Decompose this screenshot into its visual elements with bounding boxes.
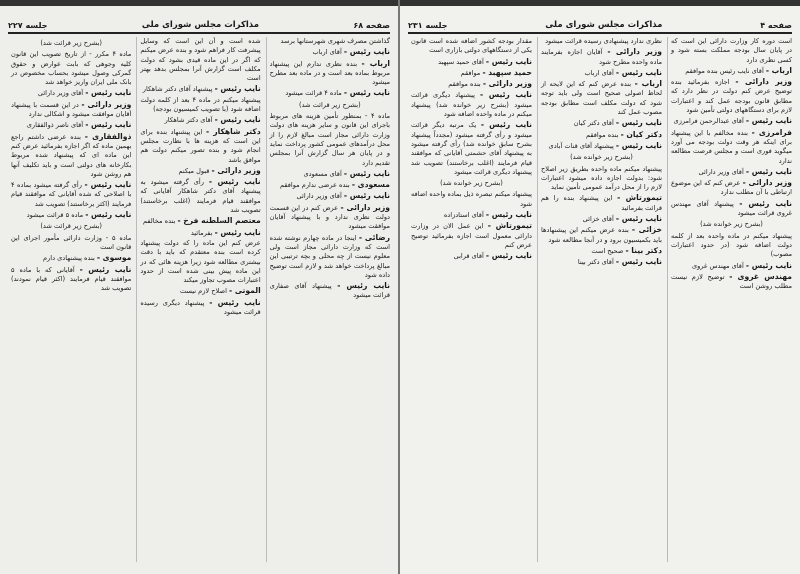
speaker-name: نایب رئیس - — [85, 120, 132, 130]
speaker-name: ذوالفقاری - — [84, 131, 132, 141]
speech-paragraph — [671, 261, 792, 271]
speech-paragraph — [541, 214, 662, 224]
paragraph-text: آقای قرابی — [453, 252, 484, 261]
speech-paragraph — [671, 178, 792, 198]
paragraph-text: قبول میکنم — [178, 166, 210, 175]
speech-paragraph — [411, 68, 532, 78]
paragraph-text: آقای خزائی — [582, 215, 614, 224]
paragraph-text: آقای مسعودی — [303, 169, 342, 178]
speaker-name: نایب رئیس - — [214, 115, 261, 125]
paragraph-text: آقای ناصر ذوالفقاری — [26, 121, 84, 130]
speaker-name: نایب رئیس - — [343, 47, 390, 57]
paragraph-text: عرض کنم که این موضوع ارتباطی با آن مطلب ندارد — [671, 179, 792, 197]
session-number: جلسه ۲۲۷ — [8, 21, 48, 30]
paragraph-text: آقایان اجازه بفرمایند ماده واحده مطرح شود — [541, 48, 662, 66]
paragraph-text: پیشنهاد آقای مهندس غروی قرائت میشود — [671, 199, 792, 218]
speaker-name: نایب رئیس - — [214, 84, 261, 94]
speaker-name: وزیر دارائی - — [742, 178, 792, 188]
text-column — [136, 37, 260, 562]
speech-paragraph — [541, 193, 662, 213]
speaker-name: خزائی - — [631, 225, 662, 235]
speech-paragraph — [140, 166, 260, 176]
paragraph — [411, 179, 532, 188]
paragraph-text: آقایانی که با ماده ۵ موافقند قیام فرمایند (اکثر قیام نمودند) تصویب شد — [11, 265, 132, 293]
speaker-name: نایب رئیس - — [337, 281, 390, 291]
paragraph — [270, 112, 390, 168]
paragraph-text: آقای دکتر کیان — [573, 119, 614, 128]
paragraph — [11, 50, 131, 87]
speech-paragraph — [671, 116, 792, 126]
paragraph-text: (بشرح زیر قرائت شد) — [40, 222, 102, 231]
speaker-name: ارباب - — [634, 79, 662, 89]
speaker-name: وزیر دارائی - — [81, 99, 132, 109]
speaker-name: نایب رئیس - — [208, 177, 261, 187]
paragraph — [140, 37, 260, 83]
text-column — [266, 37, 390, 562]
paragraph-text: گذاشتن مصرف شهری شهرستانها برسد — [280, 37, 390, 45]
speaker-name: نایب رئیس - — [615, 214, 662, 224]
paragraph-text: پیشنهاد میکنم ماده واحده بطریق زیر اصلاح شود: بدولت اجازه داده میشود اعتبارات لازم را از محل درآمد عمومی تأمین نماید — [541, 164, 662, 192]
page-number: صفحه ۶۸ — [353, 21, 390, 30]
speech-paragraph — [541, 141, 662, 151]
speech-paragraph — [411, 90, 532, 119]
paragraph-text: بنده موافقم — [585, 130, 619, 139]
paragraph-text: پیشنهاد آقای صفاری قرائت میشود — [269, 282, 390, 300]
paragraph-text: این عمل الان در وزارت دارائی معمول است اجازه بفرمائید توضیح عرض کنم — [411, 222, 532, 249]
paragraph-text: عرض کنم در این قسمت دولت نظری ندارد و با پیشنهاد آقایان موافقت میشود — [269, 203, 390, 231]
speech-paragraph — [411, 79, 532, 89]
paragraph-text: پیشنهاد دیگری رسیده قرائت میشود — [140, 298, 261, 317]
speech-paragraph — [270, 47, 390, 57]
paragraph-text: شده است و آن این است که وسایل پیشرفت کار فراهم شود و بنده عرض میکنم که اگر در این ماده قیدی بشود که دولت مکلف است گزارش آنرا بمجلس بدهد بهتر است — [140, 37, 261, 83]
paragraph-text: ماده ۴ قرائت میشود — [285, 89, 342, 98]
paragraph-text: بنده عرضی ندارم موافقم — [280, 181, 350, 190]
session-number: جلسه ۲۳۱ — [408, 21, 448, 30]
speaker-name: معتصم السلطنه فرخ - — [177, 216, 261, 226]
scan-edge — [0, 0, 398, 6]
speaker-name: فرامرزی - — [751, 127, 792, 137]
speech-paragraph — [270, 59, 390, 88]
paragraph-text: موافقم — [460, 68, 481, 77]
paragraph-text: پیشنهاد آقای قنات آبادی — [548, 141, 614, 150]
paragraph-text: آقای استادزاده — [443, 211, 484, 220]
speaker-name: الموتی - — [229, 286, 261, 296]
speech-paragraph — [11, 180, 131, 209]
paragraph — [140, 239, 260, 285]
speech-paragraph — [140, 115, 260, 125]
speech-paragraph — [11, 210, 131, 220]
speaker-name: دکتر بینا - — [625, 245, 662, 255]
speaker-name: ارباب - — [361, 58, 390, 68]
speaker-name: نایب رئیس - — [739, 198, 792, 208]
speaker-name: نایب رئیس - — [745, 166, 792, 176]
paragraph-text: بنده مخالفم — [143, 217, 176, 226]
speaker-name: تیمورتاش - — [617, 193, 662, 203]
speech-paragraph — [541, 257, 662, 267]
speaker-name: وزیر دارائی - — [340, 202, 390, 212]
speaker-name: نایب رئیس - — [343, 191, 390, 201]
speaker-name: نایب رئیس - — [85, 88, 132, 98]
speech-paragraph — [270, 281, 390, 301]
paragraph-text: بنده موافقم — [448, 80, 481, 89]
speech-paragraph — [541, 118, 662, 128]
paragraph-text: آقای ارباب — [312, 48, 342, 57]
speaker-name: نایب رئیس - — [485, 251, 532, 261]
speaker-name: حمید سپهبد - — [482, 67, 532, 77]
paragraph-text: توضیح لازم نیست مطلب روشن است — [671, 272, 792, 291]
speech-paragraph — [140, 216, 260, 226]
speech-paragraph — [140, 286, 260, 296]
paragraph — [541, 37, 662, 46]
speaker-name: نایب رئیس - — [84, 180, 132, 190]
paragraph-text: آقای دکتر شاهکار — [164, 116, 213, 125]
speaker-name: ارباب - — [765, 65, 792, 75]
paragraph-text: آقای وزیر دارائی — [37, 89, 84, 98]
paragraph-text: پیشنهاد میکنم در ماده ۴ بعد از کلمه دولت اضافه شود (با تصویب کمیسیون بودجه) — [140, 95, 261, 114]
text-column — [537, 37, 662, 562]
speech-paragraph — [270, 191, 390, 201]
paragraph-text: اصلاح لازم نیست — [179, 287, 227, 296]
paragraph-text: این پیشنهاد بنده برای این است که هزینه ها با نظارت مجلس انجام شود و بنده تصور میکنم دولت هم موافق باشد — [140, 127, 261, 164]
speaker-name: نایب رئیس - — [343, 88, 390, 98]
paragraph-text: پیشنهاد آقای دکتر شاهکار — [142, 85, 213, 94]
text-column — [667, 37, 792, 562]
speaker-name: دکتر کیان - — [620, 129, 662, 139]
speech-paragraph — [411, 221, 532, 250]
speaker-name: نایب رئیس - — [85, 210, 132, 220]
speech-paragraph — [671, 66, 792, 76]
paragraph-text: (بشرح زیر خوانده شد) — [440, 179, 503, 188]
paragraph — [411, 37, 532, 56]
speech-paragraph — [671, 272, 792, 292]
paragraph — [411, 190, 532, 209]
paragraph-text: ماده ۴ - بمنظور تأمین هزینه های مربوط باجرای این قانون و سایر هزینه های دولت وزارت دارائی مجاز است مبالغ لازم را از محل درآمدهای عمومی کشور پرداخت نماید و در پایان هر سال گزارش آنرا بمجلس تقدیم دارد — [269, 112, 390, 167]
paragraph — [140, 96, 260, 115]
paragraph-text: رأی گرفته میشود بماده ۴ با اصلاحی که شده آقایانی که موافقند قیام فرمایند (اکثر برخاستند) تصویب شد — [11, 181, 132, 208]
speaker-name: موسوی - — [96, 253, 132, 263]
speaker-name: نایب رئیس - — [745, 260, 792, 270]
paragraph — [11, 39, 131, 48]
paragraph-text: بنده عرضی داشتم راجع بهمین ماده که اگر اجازه بفرمائید عرض کنم این ماده ای که پیشنهاد شده مربوط بکارخانه های دولتی است و باید تکلیف آنها هم روشن شود — [11, 132, 132, 178]
speech-paragraph — [270, 88, 390, 98]
paragraph-text: است دوره کار وزارت دارائی این است که در پایان سال بودجه مملکت بسته شود و کسی نظری دارد — [671, 37, 792, 64]
paragraph-text: بنده عرض میکنم این پیشنهادها باید بکمیسیون برود و در آنجا مطالعه شود — [541, 226, 662, 244]
speaker-name: نایب رئیس - — [209, 297, 261, 307]
speech-paragraph — [671, 77, 792, 115]
speech-paragraph — [270, 203, 390, 232]
speech-paragraph — [411, 251, 532, 261]
speech-paragraph — [11, 265, 131, 294]
paragraph-text: آقای دکتر بینا — [577, 258, 614, 267]
header-rule — [408, 32, 792, 34]
paragraph — [671, 232, 792, 260]
right-page-header — [408, 18, 792, 30]
paragraph-text: ماده ۴ مکرر - از تاریخ تصویب این قانون کلیه وجوهی که بابت عوارض و حقوق گمرکی وصول میشود بحساب مخصوص در بانک ملی ایران واریز خواهد شد — [11, 50, 132, 87]
paragraph-text: بنده عرض کنم که این لایحه از لحاظ اصولی صحیح است ولی باید توجه شود که دولت مکلف است مطابق بودجه مصوب عمل کند — [541, 80, 662, 117]
paragraph-text: بفرمائید — [190, 228, 213, 237]
speech-paragraph — [671, 167, 792, 177]
left-page-header — [8, 18, 390, 30]
paragraph-text: مقدار بودجه کشور اضافه شده است قانون یکی از دستگاههای دولتی بازاری است — [411, 37, 532, 55]
paragraph-text: بنده پیشنهادی دارم — [42, 254, 95, 263]
speaker-name: رضائی - — [358, 232, 390, 242]
right-page — [400, 0, 800, 574]
speaker-name: نایب رئیس - — [615, 67, 662, 77]
speaker-name: نایب رئیس - — [485, 56, 532, 66]
speech-paragraph — [140, 298, 260, 318]
paragraph-text: پیشنهاد میکنم در ماده واحده بعد از کلمه دولت اضافه شود (در حدود اعتبارات مصوب) — [671, 231, 792, 259]
paragraph-text: این پیشنهاد بنده را هم قرائت بفرمائید — [541, 194, 662, 212]
paragraph — [541, 153, 662, 162]
speech-paragraph — [270, 169, 390, 179]
paragraph-text: (بشرح زیر خوانده شد) — [700, 220, 763, 229]
speech-paragraph — [270, 233, 390, 280]
paragraph-text: آقای وزیر دارائی — [698, 167, 744, 176]
speech-paragraph — [411, 57, 532, 67]
paragraph-text: نظری ندارد پیشنهادی رسیده قرائت میشود — [545, 37, 662, 45]
paragraph-text: اجازه بفرمائید بنده توضیح عرض کنم دولت در نظر دارد که مطابق قانون بودجه عمل کند و اعتبارات لازم برای دستگاههای دولتی تأمین شود — [671, 78, 792, 115]
paragraph-text: (بشرح زیر قرائت شد) — [40, 39, 102, 47]
paragraph-text: (بشرح زیر خوانده شد) — [570, 153, 633, 162]
paragraph-text: عرض کنم این ماده را که دولت پیشنهاد کرده است بنده معتقدم که باید با دقت بیشتری مطالعه شود زیرا هزینه هائی که در این ماده پیش بینی شده است از حدود اعتبارات مصوب تجاوز میکند — [140, 238, 261, 285]
paragraph-text: رأی گرفته میشود به پیشنهاد آقای دکتر شاهکار آقایانی که موافقند قیام فرمایند (اغلب برخاستند) تصویب شد — [140, 178, 261, 215]
speaker-name: نایب رئیس - — [480, 120, 532, 130]
speech-paragraph — [11, 88, 131, 98]
paragraph — [270, 101, 390, 110]
left-columns — [8, 37, 390, 562]
speaker-name: مسعودی - — [351, 180, 390, 190]
speaker-name: نایب رئیس - — [615, 118, 662, 128]
paragraph-text: ماده ۵ قرائت میشود — [26, 211, 84, 220]
speaker-name: نایب رئیس - — [79, 264, 132, 274]
paragraph-text: در این قسمت با پیشنهاد آقایان موافقت میشود و اشکالی ندارد — [11, 100, 132, 119]
speech-paragraph — [671, 128, 792, 166]
paragraph-text: آقای وزیر دارائی — [296, 192, 342, 201]
paragraph-text: آقای ارباب — [584, 68, 614, 77]
speech-paragraph — [541, 79, 662, 117]
speech-paragraph — [541, 130, 662, 140]
speech-paragraph — [270, 180, 390, 190]
speaker-name: دکتر شاهکار - — [206, 126, 261, 136]
speech-paragraph — [411, 120, 532, 177]
paragraph-text: آقای مهندس غروی — [691, 261, 744, 270]
paragraph-text: اینجا در ماده چهارم نوشته شده است که وزارت دارائی مجاز است ولی معلوم نیست از چه محلی و بچه ترتیبی این مبالغ پرداخت خواهد شد و لازم است توضیح داده شود — [269, 233, 390, 279]
paragraph-text: بنده نظری ندارم این پیشنهاد مربوط بماده بعد است و در ماده بعد مطرح میشود — [269, 59, 390, 87]
paragraph-text: صحیح است — [591, 246, 624, 255]
paragraph — [11, 222, 131, 231]
speaker-name: وزیر دارائی - — [211, 165, 261, 175]
speaker-name: نایب رئیس - — [485, 210, 532, 220]
paragraph-text: یک مرتبه دیگر قرائت میشود و رأی گرفته میشود (مجدداً پیشنهاد بشرح سابق خوانده شد) رأی گرفته میشود به پیشنهاد آقای حشمتی آقایانی که موافقند قیام فرمایند (اغلب برخاستند) تصویب شد پیشنهاد دیگری قرائت میشود — [411, 121, 532, 176]
paragraph-text: آقای نایب رئیس بنده موافقم — [685, 66, 764, 75]
speech-paragraph — [671, 199, 792, 219]
speaker-name: وزیر دارائی - — [607, 47, 662, 57]
paragraph-text: آقای حمید سپهبد — [438, 57, 484, 66]
speech-paragraph — [11, 100, 131, 120]
speech-paragraph — [11, 253, 131, 263]
speech-paragraph — [541, 68, 662, 78]
page-title: مذاکرات مجلس شورای ملی — [141, 20, 259, 30]
speech-paragraph — [541, 225, 662, 245]
scan-edge — [400, 0, 800, 6]
paragraph — [11, 234, 131, 253]
speech-paragraph — [140, 228, 260, 238]
header-rule — [8, 32, 390, 34]
paragraph-text: ماده ۵ - وزارت دارائی مأمور اجرای این قانون است — [11, 233, 132, 251]
speaker-name: تیمورتاش - — [487, 221, 532, 231]
paragraph-text: بنده مخالفم با این پیشنهاد برای اینکه هر وقت دولت بودجه می آورد میگوید فوری است و مجلس فرصت مطالعه ندارد — [671, 128, 792, 165]
speaker-name: نایب رئیس - — [343, 168, 390, 178]
right-columns — [408, 37, 792, 562]
speech-paragraph — [11, 120, 131, 130]
text-column — [408, 37, 532, 562]
speaker-name: مهندس غروی - — [729, 271, 792, 281]
speaker-name: وزیر دارائی - — [735, 77, 792, 87]
speech-paragraph — [541, 246, 662, 256]
page-number: صفحه ۴ — [760, 21, 792, 30]
paragraph-text: پیشنهاد میکنم تبصره ذیل بماده واحده اضافه شود — [411, 190, 532, 208]
paragraph-text: پیشنهاد دیگری قرائت میشود (بشرح زیر خوانده شد) پیشنهاد میکنم در ماده واحده اضافه شود — [411, 91, 532, 119]
speech-paragraph — [541, 47, 662, 67]
paragraph — [671, 220, 792, 229]
speaker-name: نایب رئیس - — [214, 227, 261, 237]
speech-paragraph — [11, 132, 131, 179]
page-title: مذاکرات مجلس شورای ملی — [545, 20, 663, 30]
paragraph — [270, 37, 390, 46]
speaker-name: نایب رئیس - — [480, 90, 532, 100]
paragraph — [671, 37, 792, 65]
speaker-name: وزیر دارائی - — [482, 79, 532, 89]
speaker-name: نایب رئیس - — [745, 116, 792, 126]
speech-paragraph — [140, 177, 260, 215]
text-column — [8, 37, 131, 562]
speech-paragraph — [140, 84, 260, 94]
paragraph-text: آقای عبدالرحمن فرامرزی — [673, 117, 744, 126]
paragraph-text: (بشرح زیر قرائت شد) — [299, 100, 361, 109]
speech-paragraph — [140, 127, 260, 165]
speaker-name: نایب رئیس - — [615, 140, 662, 150]
speech-paragraph — [411, 210, 532, 220]
paragraph — [541, 165, 662, 193]
speaker-name: نایب رئیس - — [615, 257, 662, 267]
